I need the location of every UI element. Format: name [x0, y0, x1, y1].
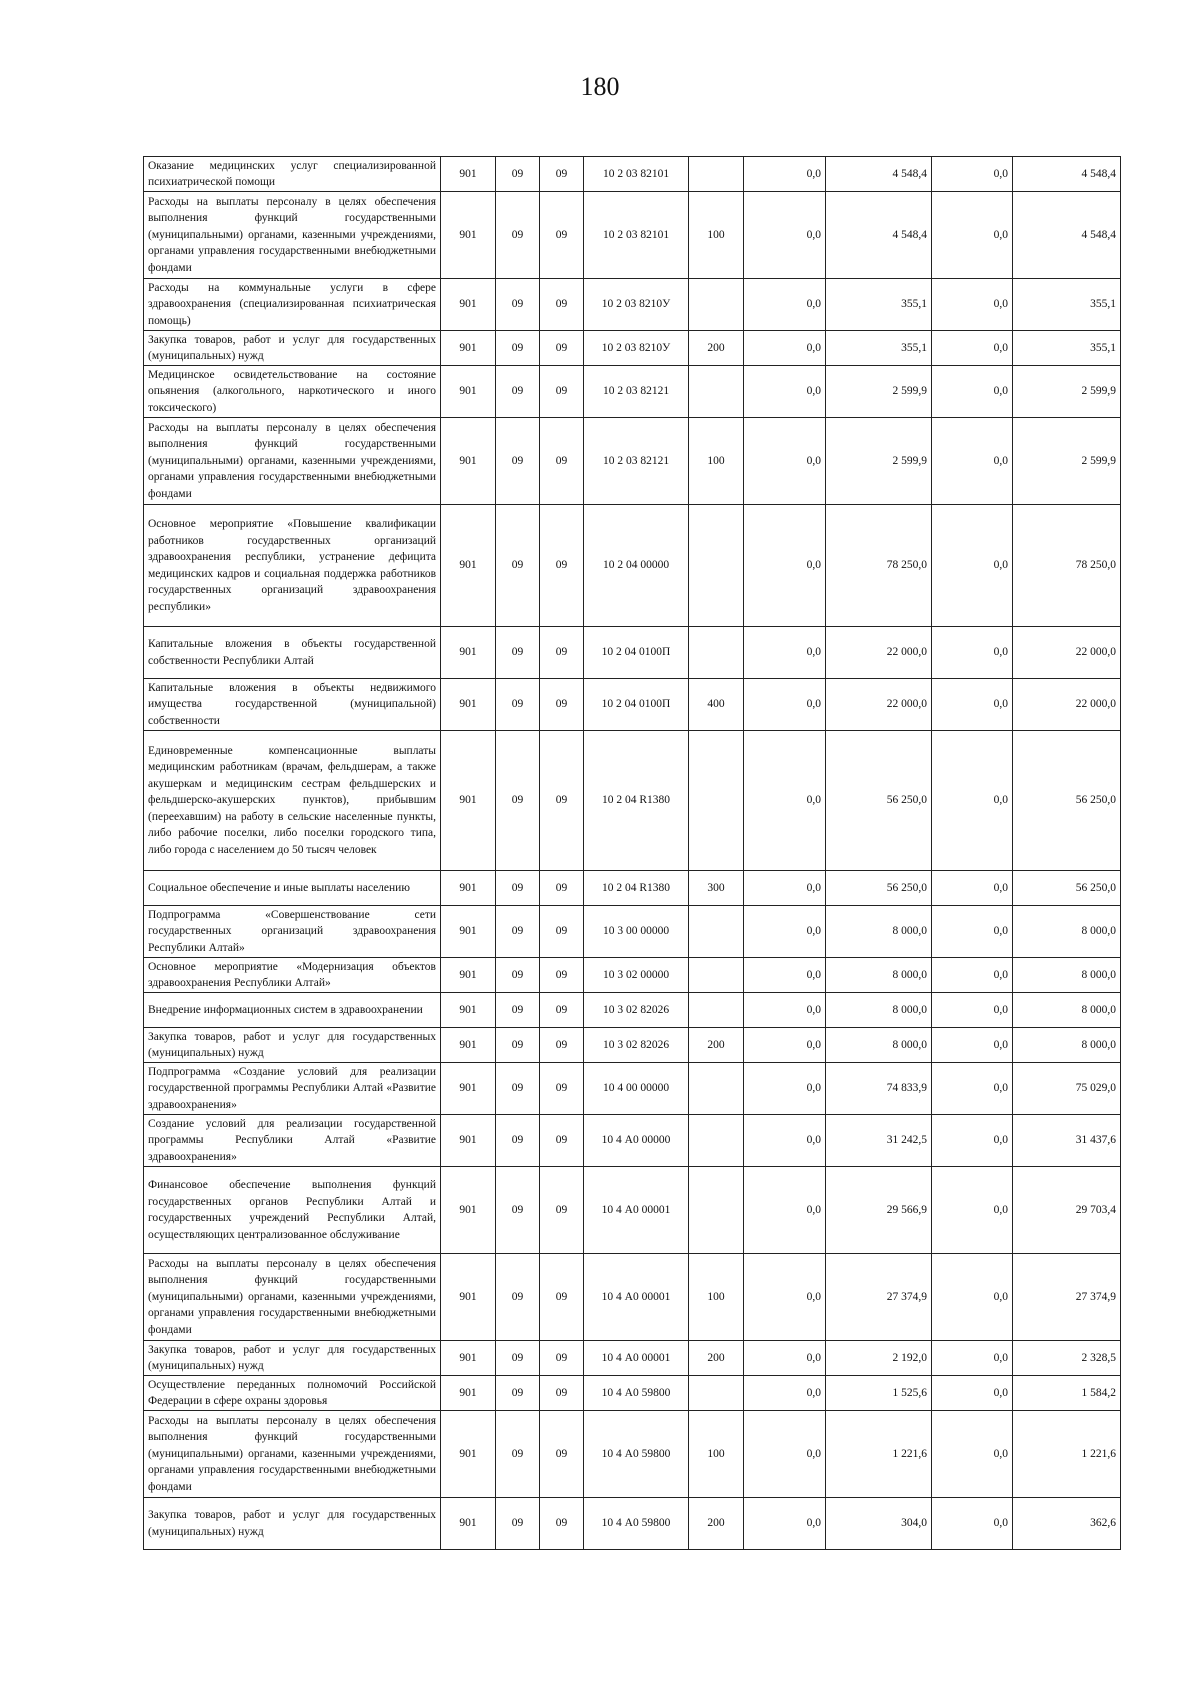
- amount-col-2: 8 000,0: [826, 958, 932, 993]
- ved-code: 901: [441, 279, 496, 331]
- amount-col-2: 74 833,9: [826, 1063, 932, 1115]
- amount-col-4: 8 000,0: [1013, 993, 1121, 1028]
- row-description: Социальное обеспечение и иные выплаты населению: [144, 871, 441, 906]
- amount-col-4: 29 703,4: [1013, 1167, 1121, 1254]
- amount-col-2: 29 566,9: [826, 1167, 932, 1254]
- target-article-code: 10 2 03 8210У: [584, 279, 689, 331]
- ved-code: 901: [441, 157, 496, 192]
- amount-col-4: 355,1: [1013, 331, 1121, 366]
- amount-col-4: 1 584,2: [1013, 1376, 1121, 1411]
- table-body: [144, 157, 1121, 1550]
- row-description: Подпрограмма «Совершенствование сети государственных организаций здравоохранения Республики Алтай»: [144, 906, 441, 958]
- amount-col-1: 0,0: [744, 627, 826, 679]
- ved-code: 901: [441, 1063, 496, 1115]
- target-article-code: 10 2 03 82101: [584, 157, 689, 192]
- table-row: [144, 1254, 1121, 1341]
- section-code: 09: [496, 679, 540, 731]
- ved-code: 901: [441, 1411, 496, 1498]
- table-row: [144, 1376, 1121, 1411]
- amount-col-3: 0,0: [932, 1498, 1013, 1550]
- amount-col-1: 0,0: [744, 505, 826, 627]
- amount-col-2: 4 548,4: [826, 157, 932, 192]
- table-row: [144, 906, 1121, 958]
- target-article-code: 10 3 00 00000: [584, 906, 689, 958]
- amount-col-1: 0,0: [744, 958, 826, 993]
- section-code: 09: [496, 1376, 540, 1411]
- row-description: Расходы на коммунальные услуги в сфере здравоохранения (специализированная психиатрическая помощь): [144, 279, 441, 331]
- subsection-code: 09: [540, 1028, 584, 1063]
- section-code: 09: [496, 192, 540, 279]
- expense-type-code: 200: [689, 1341, 744, 1376]
- target-article-code: 10 2 03 82121: [584, 366, 689, 418]
- table-row: [144, 331, 1121, 366]
- ved-code: 901: [441, 505, 496, 627]
- amount-col-4: 31 437,6: [1013, 1115, 1121, 1167]
- amount-col-1: 0,0: [744, 1115, 826, 1167]
- amount-col-4: 2 599,9: [1013, 366, 1121, 418]
- expense-type-code: [689, 627, 744, 679]
- row-description: Единовременные компенсационные выплаты медицинским работникам (врачам, фельдшерам, а также акушеркам и медицинским сестрам фельдшерских и фельдшерско-акушерских пунктов), прибывшим (переехавшим) на работу в сельские населенные пункты, либо рабочие поселки, либо поселки городского типа, либо города с населением до 50 тысяч человек: [144, 731, 441, 871]
- row-description: Создание условий для реализации государственной программы Республики Алтай «Развитие здравоохранения»: [144, 1115, 441, 1167]
- row-description: Закупка товаров, работ и услуг для государственных (муниципальных) нужд: [144, 1028, 441, 1063]
- subsection-code: 09: [540, 731, 584, 871]
- expense-type-code: 200: [689, 1498, 744, 1550]
- section-code: 09: [496, 279, 540, 331]
- row-description: Осуществление переданных полномочий Российской Федерации в сфере охраны здоровья: [144, 1376, 441, 1411]
- target-article-code: 10 2 03 82101: [584, 192, 689, 279]
- amount-col-1: 0,0: [744, 366, 826, 418]
- amount-col-1: 0,0: [744, 679, 826, 731]
- subsection-code: 09: [540, 958, 584, 993]
- section-code: 09: [496, 993, 540, 1028]
- ved-code: 901: [441, 1341, 496, 1376]
- row-description: Расходы на выплаты персоналу в целях обеспечения выполнения функций государственными (муниципальными) органами, казенными учреждениями, органами управления государственными внебюджетными фондами: [144, 418, 441, 505]
- amount-col-1: 0,0: [744, 157, 826, 192]
- ved-code: 901: [441, 1167, 496, 1254]
- section-code: 09: [496, 1341, 540, 1376]
- subsection-code: 09: [540, 1167, 584, 1254]
- target-article-code: 10 2 04 0100П: [584, 627, 689, 679]
- amount-col-4: 22 000,0: [1013, 679, 1121, 731]
- row-description: Подпрограмма «Создание условий для реализации государственной программы Республики Алтай «Развитие здравоохранения»: [144, 1063, 441, 1115]
- ved-code: 901: [441, 906, 496, 958]
- subsection-code: 09: [540, 993, 584, 1028]
- table-row: [144, 192, 1121, 279]
- amount-col-2: 304,0: [826, 1498, 932, 1550]
- amount-col-4: 362,6: [1013, 1498, 1121, 1550]
- subsection-code: 09: [540, 627, 584, 679]
- amount-col-3: 0,0: [932, 279, 1013, 331]
- target-article-code: 10 2 04 R1380: [584, 871, 689, 906]
- target-article-code: 10 4 А0 00001: [584, 1341, 689, 1376]
- ved-code: 901: [441, 958, 496, 993]
- ved-code: 901: [441, 192, 496, 279]
- ved-code: 901: [441, 993, 496, 1028]
- subsection-code: 09: [540, 505, 584, 627]
- table-row: [144, 157, 1121, 192]
- section-code: 09: [496, 1063, 540, 1115]
- amount-col-4: 4 548,4: [1013, 157, 1121, 192]
- target-article-code: 10 3 02 82026: [584, 1028, 689, 1063]
- ved-code: 901: [441, 731, 496, 871]
- amount-col-3: 0,0: [932, 731, 1013, 871]
- table-row: [144, 1341, 1121, 1376]
- ved-code: 901: [441, 679, 496, 731]
- section-code: 09: [496, 906, 540, 958]
- amount-col-3: 0,0: [932, 1028, 1013, 1063]
- expense-type-code: [689, 731, 744, 871]
- subsection-code: 09: [540, 1341, 584, 1376]
- subsection-code: 09: [540, 192, 584, 279]
- section-code: 09: [496, 1254, 540, 1341]
- amount-col-3: 0,0: [932, 366, 1013, 418]
- amount-col-1: 0,0: [744, 192, 826, 279]
- amount-col-1: 0,0: [744, 1063, 826, 1115]
- amount-col-3: 0,0: [932, 192, 1013, 279]
- amount-col-1: 0,0: [744, 731, 826, 871]
- amount-col-3: 0,0: [932, 157, 1013, 192]
- amount-col-4: 56 250,0: [1013, 871, 1121, 906]
- table-row: [144, 1498, 1121, 1550]
- amount-col-4: 355,1: [1013, 279, 1121, 331]
- expense-type-code: 300: [689, 871, 744, 906]
- row-description: Медицинское освидетельствование на состояние опьянения (алкогольного, наркотического и иного токсического): [144, 366, 441, 418]
- amount-col-2: 27 374,9: [826, 1254, 932, 1341]
- amount-col-1: 0,0: [744, 906, 826, 958]
- ved-code: 901: [441, 1376, 496, 1411]
- amount-col-2: 22 000,0: [826, 679, 932, 731]
- section-code: 09: [496, 505, 540, 627]
- table-row: [144, 958, 1121, 993]
- amount-col-1: 0,0: [744, 1254, 826, 1341]
- amount-col-3: 0,0: [932, 958, 1013, 993]
- amount-col-2: 4 548,4: [826, 192, 932, 279]
- target-article-code: 10 2 04 00000: [584, 505, 689, 627]
- expense-type-code: 200: [689, 1028, 744, 1063]
- row-description: Основное мероприятие «Модернизация объектов здравоохранения Республики Алтай»: [144, 958, 441, 993]
- amount-col-1: 0,0: [744, 279, 826, 331]
- amount-col-4: 1 221,6: [1013, 1411, 1121, 1498]
- amount-col-3: 0,0: [932, 993, 1013, 1028]
- expense-type-code: 100: [689, 1411, 744, 1498]
- row-description: Расходы на выплаты персоналу в целях обеспечения выполнения функций государственными (муниципальными) органами, казенными учреждениями, органами управления государственными внебюджетными фондами: [144, 192, 441, 279]
- section-code: 09: [496, 366, 540, 418]
- amount-col-3: 0,0: [932, 1115, 1013, 1167]
- expense-type-code: [689, 505, 744, 627]
- amount-col-3: 0,0: [932, 1341, 1013, 1376]
- expense-type-code: 100: [689, 192, 744, 279]
- subsection-code: 09: [540, 1411, 584, 1498]
- ved-code: 901: [441, 331, 496, 366]
- target-article-code: 10 4 А0 00000: [584, 1115, 689, 1167]
- subsection-code: 09: [540, 1254, 584, 1341]
- section-code: 09: [496, 1167, 540, 1254]
- target-article-code: 10 4 А0 59800: [584, 1411, 689, 1498]
- budget-table: [143, 156, 1121, 1550]
- target-article-code: 10 2 03 8210У: [584, 331, 689, 366]
- expense-type-code: 400: [689, 679, 744, 731]
- section-code: 09: [496, 871, 540, 906]
- section-code: 09: [496, 418, 540, 505]
- ved-code: 901: [441, 1028, 496, 1063]
- target-article-code: 10 2 04 R1380: [584, 731, 689, 871]
- table-row: [144, 627, 1121, 679]
- ved-code: 901: [441, 871, 496, 906]
- table-row: [144, 1028, 1121, 1063]
- subsection-code: 09: [540, 871, 584, 906]
- amount-col-4: 4 548,4: [1013, 192, 1121, 279]
- row-description: Капитальные вложения в объекты государственной собственности Республики Алтай: [144, 627, 441, 679]
- row-description: Закупка товаров, работ и услуг для государственных (муниципальных) нужд: [144, 331, 441, 366]
- expense-type-code: [689, 1115, 744, 1167]
- amount-col-2: 22 000,0: [826, 627, 932, 679]
- target-article-code: 10 2 04 0100П: [584, 679, 689, 731]
- amount-col-2: 8 000,0: [826, 906, 932, 958]
- ved-code: 901: [441, 418, 496, 505]
- amount-col-2: 2 599,9: [826, 418, 932, 505]
- section-code: 09: [496, 1498, 540, 1550]
- section-code: 09: [496, 1115, 540, 1167]
- amount-col-4: 8 000,0: [1013, 958, 1121, 993]
- section-code: 09: [496, 731, 540, 871]
- amount-col-4: 56 250,0: [1013, 731, 1121, 871]
- amount-col-3: 0,0: [932, 331, 1013, 366]
- expense-type-code: [689, 906, 744, 958]
- amount-col-2: 1 525,6: [826, 1376, 932, 1411]
- section-code: 09: [496, 627, 540, 679]
- amount-col-4: 22 000,0: [1013, 627, 1121, 679]
- expense-type-code: [689, 958, 744, 993]
- amount-col-1: 0,0: [744, 1167, 826, 1254]
- amount-col-3: 0,0: [932, 1254, 1013, 1341]
- section-code: 09: [496, 1411, 540, 1498]
- ved-code: 901: [441, 627, 496, 679]
- table-row: [144, 279, 1121, 331]
- row-description: Расходы на выплаты персоналу в целях обеспечения выполнения функций государственными (муниципальными) органами, казенными учреждениями, органами управления государственными внебюджетными фондами: [144, 1254, 441, 1341]
- amount-col-1: 0,0: [744, 993, 826, 1028]
- row-description: Финансовое обеспечение выполнения функций государственных органов Республики Алтай и государственных учреждений Республики Алтай, осуществляющих централизованное обслуживание: [144, 1167, 441, 1254]
- expense-type-code: [689, 1167, 744, 1254]
- table-row: [144, 418, 1121, 505]
- amount-col-2: 1 221,6: [826, 1411, 932, 1498]
- amount-col-4: 8 000,0: [1013, 906, 1121, 958]
- amount-col-1: 0,0: [744, 331, 826, 366]
- amount-col-3: 0,0: [932, 1376, 1013, 1411]
- table-row: [144, 505, 1121, 627]
- amount-col-3: 0,0: [932, 871, 1013, 906]
- amount-col-2: 355,1: [826, 331, 932, 366]
- row-description: Капитальные вложения в объекты недвижимого имущества государственной (муниципальной) собственности: [144, 679, 441, 731]
- table-row: [144, 1063, 1121, 1115]
- amount-col-1: 0,0: [744, 1411, 826, 1498]
- ved-code: 901: [441, 1115, 496, 1167]
- table-row: [144, 731, 1121, 871]
- amount-col-2: 56 250,0: [826, 871, 932, 906]
- amount-col-4: 78 250,0: [1013, 505, 1121, 627]
- row-description: Основное мероприятие «Повышение квалификации работников государственных организаций здравоохранения республики, устранение дефицита медицинских кадров и социальная поддержка работников государственных организаций здравоохранения республики»: [144, 505, 441, 627]
- target-article-code: 10 4 А0 00001: [584, 1254, 689, 1341]
- expense-type-code: [689, 157, 744, 192]
- amount-col-1: 0,0: [744, 1341, 826, 1376]
- target-article-code: 10 4 А0 59800: [584, 1376, 689, 1411]
- row-description: Внедрение информационных систем в здравоохранении: [144, 993, 441, 1028]
- amount-col-2: 355,1: [826, 279, 932, 331]
- section-code: 09: [496, 958, 540, 993]
- ved-code: 901: [441, 366, 496, 418]
- subsection-code: 09: [540, 279, 584, 331]
- amount-col-2: 78 250,0: [826, 505, 932, 627]
- amount-col-1: 0,0: [744, 1498, 826, 1550]
- target-article-code: 10 4 А0 00001: [584, 1167, 689, 1254]
- amount-col-1: 0,0: [744, 1028, 826, 1063]
- amount-col-4: 2 599,9: [1013, 418, 1121, 505]
- table-row: [144, 871, 1121, 906]
- amount-col-2: 31 242,5: [826, 1115, 932, 1167]
- amount-col-3: 0,0: [932, 679, 1013, 731]
- amount-col-1: 0,0: [744, 871, 826, 906]
- table-row: [144, 1115, 1121, 1167]
- section-code: 09: [496, 331, 540, 366]
- subsection-code: 09: [540, 331, 584, 366]
- row-description: Расходы на выплаты персоналу в целях обеспечения выполнения функций государственными (муниципальными) органами, казенными учреждениями, органами управления государственными внебюджетными фондами: [144, 1411, 441, 1498]
- amount-col-3: 0,0: [932, 906, 1013, 958]
- expense-type-code: [689, 1063, 744, 1115]
- table-row: [144, 1411, 1121, 1498]
- row-description: Закупка товаров, работ и услуг для государственных (муниципальных) нужд: [144, 1341, 441, 1376]
- expense-type-code: 100: [689, 418, 744, 505]
- amount-col-2: 2 599,9: [826, 366, 932, 418]
- subsection-code: 09: [540, 1376, 584, 1411]
- amount-col-3: 0,0: [932, 1411, 1013, 1498]
- amount-col-4: 2 328,5: [1013, 1341, 1121, 1376]
- table-row: [144, 366, 1121, 418]
- expense-type-code: [689, 366, 744, 418]
- expense-type-code: 100: [689, 1254, 744, 1341]
- subsection-code: 09: [540, 1498, 584, 1550]
- row-description: Оказание медицинских услуг специализированной психиатрической помощи: [144, 157, 441, 192]
- amount-col-3: 0,0: [932, 1063, 1013, 1115]
- subsection-code: 09: [540, 418, 584, 505]
- section-code: 09: [496, 1028, 540, 1063]
- subsection-code: 09: [540, 906, 584, 958]
- amount-col-2: 8 000,0: [826, 993, 932, 1028]
- expense-type-code: [689, 279, 744, 331]
- expense-type-code: [689, 993, 744, 1028]
- ved-code: 901: [441, 1498, 496, 1550]
- subsection-code: 09: [540, 1063, 584, 1115]
- subsection-code: 09: [540, 679, 584, 731]
- target-article-code: 10 2 03 82121: [584, 418, 689, 505]
- table-row: [144, 993, 1121, 1028]
- target-article-code: 10 4 00 00000: [584, 1063, 689, 1115]
- amount-col-2: 56 250,0: [826, 731, 932, 871]
- expense-type-code: [689, 1376, 744, 1411]
- target-article-code: 10 4 А0 59800: [584, 1498, 689, 1550]
- amount-col-2: 8 000,0: [826, 1028, 932, 1063]
- amount-col-3: 0,0: [932, 627, 1013, 679]
- amount-col-3: 0,0: [932, 1167, 1013, 1254]
- amount-col-2: 2 192,0: [826, 1341, 932, 1376]
- section-code: 09: [496, 157, 540, 192]
- subsection-code: 09: [540, 366, 584, 418]
- amount-col-4: 8 000,0: [1013, 1028, 1121, 1063]
- amount-col-4: 75 029,0: [1013, 1063, 1121, 1115]
- amount-col-1: 0,0: [744, 418, 826, 505]
- expense-type-code: 200: [689, 331, 744, 366]
- ved-code: 901: [441, 1254, 496, 1341]
- amount-col-3: 0,0: [932, 505, 1013, 627]
- table-row: [144, 679, 1121, 731]
- page-number: 180: [580, 72, 620, 101]
- row-description: Закупка товаров, работ и услуг для государственных (муниципальных) нужд: [144, 1498, 441, 1550]
- subsection-code: 09: [540, 157, 584, 192]
- amount-col-1: 0,0: [744, 1376, 826, 1411]
- target-article-code: 10 3 02 82026: [584, 993, 689, 1028]
- subsection-code: 09: [540, 1115, 584, 1167]
- target-article-code: 10 3 02 00000: [584, 958, 689, 993]
- table-row: [144, 1167, 1121, 1254]
- amount-col-4: 27 374,9: [1013, 1254, 1121, 1341]
- amount-col-3: 0,0: [932, 418, 1013, 505]
